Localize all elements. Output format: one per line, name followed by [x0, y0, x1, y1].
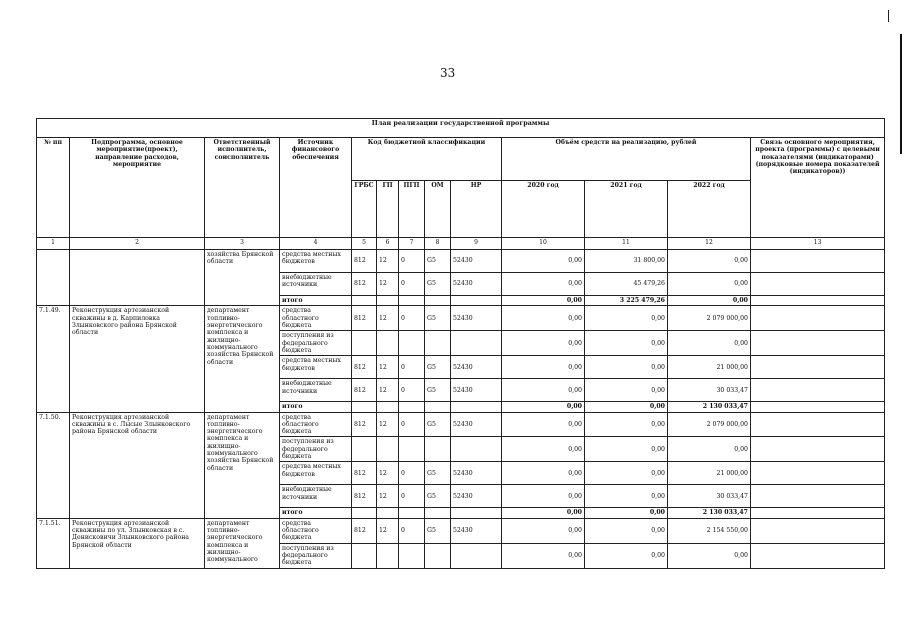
plan-table-body: [37, 238, 885, 569]
code-grbs: 812: [352, 518, 377, 543]
code-nr: 52430: [451, 356, 502, 379]
header-gp: ГП: [377, 181, 399, 238]
code-pgp: 0: [399, 306, 425, 331]
amount-2022: 21 000,00: [668, 356, 751, 379]
code-om: G5: [425, 356, 451, 379]
funding-source: поступления из федерального бюджета: [280, 543, 352, 568]
amount-2021: 0,00: [585, 356, 668, 379]
amount-2020: 0,00: [502, 379, 585, 402]
total-label: итого: [280, 296, 352, 306]
code-pgp: 0: [399, 273, 425, 296]
amount-2022: 0,00: [668, 273, 751, 296]
amount-2022: 0,00: [668, 543, 751, 568]
code-nr: 52430: [451, 518, 502, 543]
column-number: 9: [451, 238, 502, 250]
amount-2022: 30 033,47: [668, 485, 751, 508]
responsible-executor: департамент топливно-энергетического комплекса и жилищно-коммунального хозяйства Брянской области: [205, 306, 280, 412]
total-code-gp: [377, 508, 399, 518]
column-number: 8: [425, 238, 451, 250]
code-grbs: 812: [352, 379, 377, 402]
column-number-row: [37, 238, 885, 250]
code-om: G5: [425, 273, 451, 296]
column-number: 6: [377, 238, 399, 250]
amount-2020: 0,00: [502, 273, 585, 296]
header-subprogram: Подпрограмма, основное мероприятие(проект), направление расходов, мероприятие: [70, 138, 205, 238]
code-gp: 12: [377, 356, 399, 379]
code-om: [425, 543, 451, 568]
funding-source: средства местных бюджетов: [280, 356, 352, 379]
page-number: 33: [440, 66, 456, 80]
code-pgp: [399, 543, 425, 568]
item-number: 7.1.51.: [37, 518, 70, 568]
code-gp: [377, 331, 399, 356]
code-pgp: 0: [399, 485, 425, 508]
funding-source: средства областного бюджета: [280, 518, 352, 543]
header-link: Связь основного мероприятия, проекта (программы) с целевыми показателями (индикаторами) (порядковые номера показателей (индикаторов)): [751, 138, 885, 238]
subprogram-name: Реконструкция артезианской скважины в с. Лысые Злынковского района Брянской области: [70, 412, 205, 518]
total-code-om: [425, 402, 451, 412]
code-gp: 12: [377, 518, 399, 543]
code-grbs: [352, 437, 377, 462]
scan-edge-tick: [888, 10, 889, 22]
code-om: G5: [425, 485, 451, 508]
indicator-link: [751, 543, 885, 568]
responsible-executor: департамент топливно-энергетического комплекса и жилищно-коммунального хозяйства Брянской области: [205, 412, 280, 518]
amount-2020: 0,00: [502, 437, 585, 462]
code-pgp: 0: [399, 462, 425, 485]
funding-source: поступления из федерального бюджета: [280, 331, 352, 356]
indicator-link: [751, 485, 885, 508]
amount-2021: 45 479,26: [585, 273, 668, 296]
amount-2020: 0,00: [502, 412, 585, 437]
amount-2020: 0,00: [502, 462, 585, 485]
header-grbs: ГРБС: [352, 181, 377, 238]
table-title: План реализации государственной программы: [37, 119, 885, 138]
funding-source: поступления из федерального бюджета: [280, 437, 352, 462]
column-number: 7: [399, 238, 425, 250]
header-pgp: ПГП: [399, 181, 425, 238]
total-code-grbs: [352, 402, 377, 412]
code-nr: 52430: [451, 250, 502, 273]
code-gp: 12: [377, 412, 399, 437]
code-pgp: 0: [399, 379, 425, 402]
funding-source: средства местных бюджетов: [280, 462, 352, 485]
total-2022: 2 130 033,47: [668, 508, 751, 518]
header-2020: 2020 год: [502, 181, 585, 238]
header-nr: НР: [451, 181, 502, 238]
header-budget-code: Код бюджетной классификации: [352, 138, 502, 181]
funding-source: внебюджетные источники: [280, 485, 352, 508]
header-responsible: Ответственный исполнитель, соисполнитель: [205, 138, 280, 238]
amount-2020: 0,00: [502, 485, 585, 508]
indicator-link: [751, 296, 885, 306]
item-number: [37, 250, 70, 306]
code-grbs: 812: [352, 250, 377, 273]
amount-2021: 0,00: [585, 518, 668, 543]
total-2021: 0,00: [585, 508, 668, 518]
scan-edge-mark: [900, 34, 902, 154]
header-funds: Объём средств на реализацию, рублей: [502, 138, 751, 181]
code-om: [425, 437, 451, 462]
amount-2021: 0,00: [585, 412, 668, 437]
table-row: [37, 250, 885, 273]
column-number: 2: [70, 238, 205, 250]
column-number: 11: [585, 238, 668, 250]
code-grbs: 812: [352, 485, 377, 508]
total-code-grbs: [352, 508, 377, 518]
total-code-nr: [451, 508, 502, 518]
amount-2021: 0,00: [585, 462, 668, 485]
code-nr: [451, 437, 502, 462]
table-row: [37, 306, 885, 331]
code-om: G5: [425, 250, 451, 273]
code-grbs: [352, 543, 377, 568]
code-nr: [451, 331, 502, 356]
subprogram-name: [70, 250, 205, 306]
column-number: 5: [352, 238, 377, 250]
code-grbs: 812: [352, 356, 377, 379]
code-grbs: 812: [352, 412, 377, 437]
funding-source: средства областного бюджета: [280, 306, 352, 331]
code-pgp: 0: [399, 518, 425, 543]
total-2021: 0,00: [585, 402, 668, 412]
code-gp: [377, 437, 399, 462]
amount-2022: 0,00: [668, 437, 751, 462]
total-code-nr: [451, 402, 502, 412]
code-pgp: 0: [399, 412, 425, 437]
header-num: № пп: [37, 138, 70, 238]
code-grbs: 812: [352, 306, 377, 331]
header-om: ОМ: [425, 181, 451, 238]
code-om: G5: [425, 462, 451, 485]
total-code-nr: [451, 296, 502, 306]
amount-2020: 0,00: [502, 543, 585, 568]
indicator-link: [751, 462, 885, 485]
total-2021: 3 225 479,26: [585, 296, 668, 306]
code-pgp: 0: [399, 250, 425, 273]
header-2022: 2022 год: [668, 181, 751, 238]
column-number: 12: [668, 238, 751, 250]
amount-2021: 0,00: [585, 543, 668, 568]
code-gp: 12: [377, 379, 399, 402]
total-code-pgp: [399, 296, 425, 306]
column-number: 1: [37, 238, 70, 250]
amount-2022: 21 000,00: [668, 462, 751, 485]
code-gp: 12: [377, 306, 399, 331]
indicator-link: [751, 331, 885, 356]
amount-2022: 2 154 550,00: [668, 518, 751, 543]
code-gp: 12: [377, 273, 399, 296]
amount-2022: 2 079 000,00: [668, 306, 751, 331]
responsible-executor: департамент топливно-энергетического комплекса и жилищно-коммунального: [205, 518, 280, 568]
amount-2020: 0,00: [502, 518, 585, 543]
code-grbs: 812: [352, 273, 377, 296]
total-2022: 0,00: [668, 296, 751, 306]
column-number: 13: [751, 238, 885, 250]
code-grbs: [352, 331, 377, 356]
header-2021: 2021 год: [585, 181, 668, 238]
code-nr: 52430: [451, 412, 502, 437]
indicator-link: [751, 402, 885, 412]
amount-2021: 0,00: [585, 437, 668, 462]
column-number: 10: [502, 238, 585, 250]
amount-2022: 0,00: [668, 250, 751, 273]
code-om: G5: [425, 379, 451, 402]
amount-2021: 0,00: [585, 306, 668, 331]
total-code-grbs: [352, 296, 377, 306]
amount-2021: 0,00: [585, 379, 668, 402]
amount-2022: 30 033,47: [668, 379, 751, 402]
program-plan-table: [36, 118, 885, 569]
code-om: G5: [425, 412, 451, 437]
code-nr: 52430: [451, 273, 502, 296]
code-gp: 12: [377, 250, 399, 273]
indicator-link: [751, 356, 885, 379]
total-label: итого: [280, 402, 352, 412]
subprogram-name: Реконструкция артезианской скважины в д. Карпиловка Злынковского района Брянской области: [70, 306, 205, 412]
responsible-executor: хозяйства Брянской области: [205, 250, 280, 306]
code-nr: [451, 543, 502, 568]
indicator-link: [751, 412, 885, 437]
code-gp: [377, 543, 399, 568]
total-label: итого: [280, 508, 352, 518]
total-code-gp: [377, 296, 399, 306]
total-2020: 0,00: [502, 508, 585, 518]
total-code-gp: [377, 402, 399, 412]
total-code-pgp: [399, 402, 425, 412]
amount-2020: 0,00: [502, 331, 585, 356]
funding-source: средства областного бюджета: [280, 412, 352, 437]
total-code-pgp: [399, 508, 425, 518]
code-nr: 52430: [451, 379, 502, 402]
code-nr: 52430: [451, 306, 502, 331]
code-pgp: [399, 437, 425, 462]
total-code-om: [425, 508, 451, 518]
column-number: 4: [280, 238, 352, 250]
code-gp: 12: [377, 462, 399, 485]
code-gp: 12: [377, 485, 399, 508]
code-grbs: 812: [352, 462, 377, 485]
item-number: 7.1.50.: [37, 412, 70, 518]
table-row: [37, 412, 885, 437]
amount-2020: 0,00: [502, 250, 585, 273]
code-nr: 52430: [451, 462, 502, 485]
total-2020: 0,00: [502, 402, 585, 412]
header-source: Источник финансового обеспечения: [280, 138, 352, 238]
total-2020: 0,00: [502, 296, 585, 306]
amount-2021: 0,00: [585, 331, 668, 356]
code-nr: 52430: [451, 485, 502, 508]
indicator-link: [751, 273, 885, 296]
amount-2020: 0,00: [502, 356, 585, 379]
code-pgp: 0: [399, 356, 425, 379]
amount-2022: 2 079 000,00: [668, 412, 751, 437]
amount-2021: 31 800,00: [585, 250, 668, 273]
funding-source: внебюджетные источники: [280, 273, 352, 296]
indicator-link: [751, 518, 885, 543]
indicator-link: [751, 437, 885, 462]
indicator-link: [751, 250, 885, 273]
indicator-link: [751, 379, 885, 402]
amount-2022: 0,00: [668, 331, 751, 356]
funding-source: средства местных бюджетов: [280, 250, 352, 273]
subprogram-name: Реконструкция артезианской скважины по ул. Злынковская в с. Денисковичи Злынковского района Брянской области: [70, 518, 205, 568]
code-om: G5: [425, 518, 451, 543]
total-code-om: [425, 296, 451, 306]
code-pgp: [399, 331, 425, 356]
amount-2020: 0,00: [502, 306, 585, 331]
column-number: 3: [205, 238, 280, 250]
item-number: 7.1.49.: [37, 306, 70, 412]
table-row: [37, 518, 885, 543]
funding-source: внебюджетные источники: [280, 379, 352, 402]
amount-2021: 0,00: [585, 485, 668, 508]
indicator-link: [751, 306, 885, 331]
total-2022: 2 130 033,47: [668, 402, 751, 412]
code-om: G5: [425, 306, 451, 331]
indicator-link: [751, 508, 885, 518]
code-om: [425, 331, 451, 356]
